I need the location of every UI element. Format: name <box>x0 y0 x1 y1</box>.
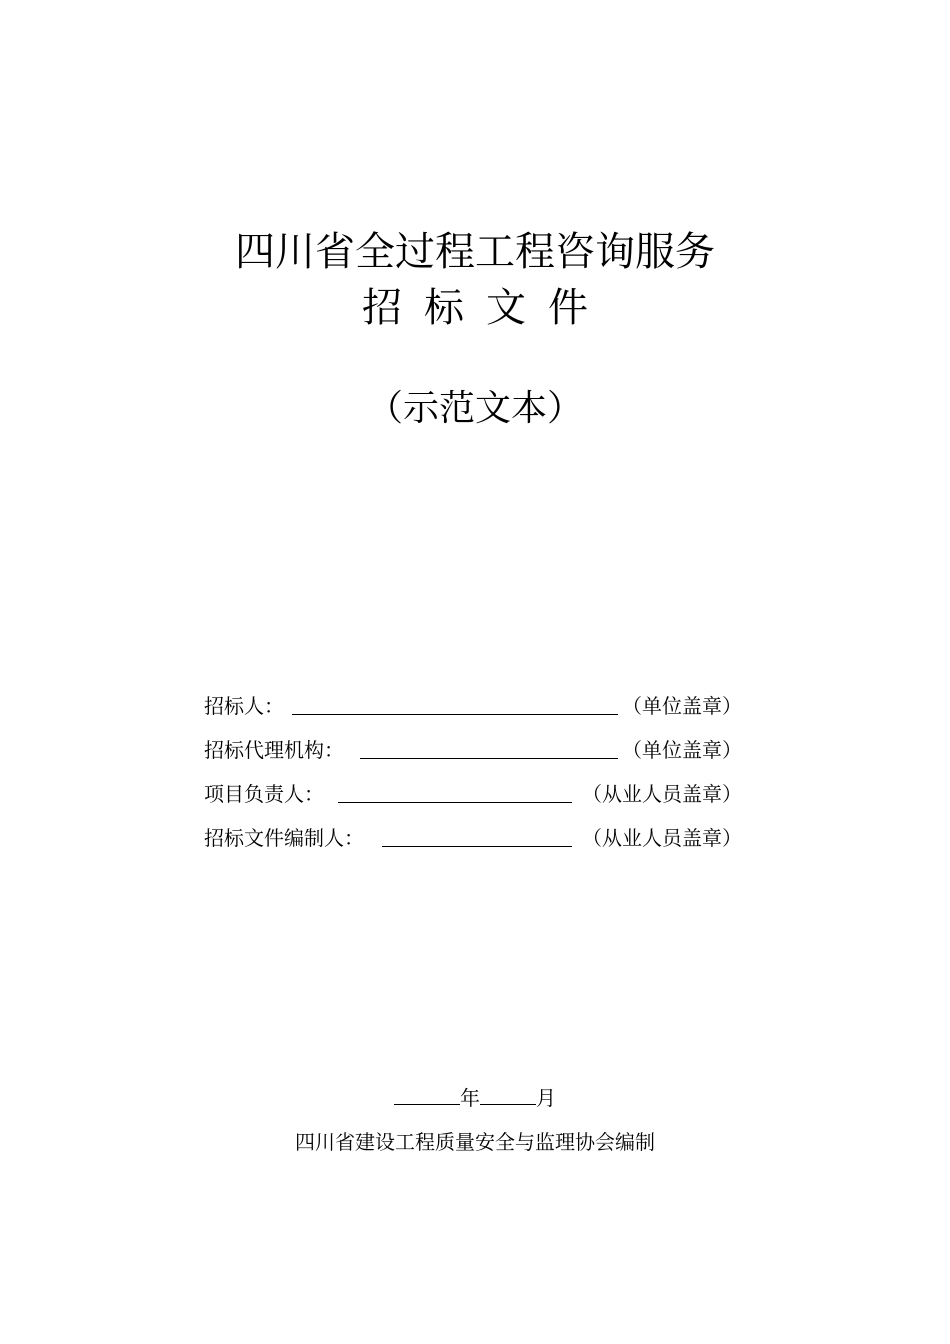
document-title-line2: 招标文件 <box>362 285 610 331</box>
document-title-line1: 四川省全过程工程咨询服务 <box>235 229 715 275</box>
signature-block <box>204 688 764 864</box>
signature-row-project-leader <box>204 776 764 820</box>
publisher: 四川省建设工程质量安全与监理协会编制 <box>295 1130 655 1154</box>
signature-label: 项目负责人： <box>204 782 324 806</box>
year-blank <box>394 1080 460 1105</box>
document-subtitle: （示范文本） <box>366 388 583 429</box>
signature-label: 招标人： <box>204 694 284 718</box>
signature-blank-line <box>292 714 618 715</box>
signature-row-agency <box>204 732 764 776</box>
signature-blank-line <box>360 758 618 759</box>
seal-note: （单位盖章） <box>622 694 742 718</box>
signature-blank-line <box>382 846 572 847</box>
signature-label: 招标代理机构： <box>204 738 344 762</box>
signature-blank-line <box>338 802 572 803</box>
signature-row-compiler <box>204 820 764 864</box>
seal-note: （从业人员盖章） <box>582 826 742 850</box>
seal-note: （从业人员盖章） <box>582 782 742 806</box>
month-blank <box>480 1080 536 1105</box>
signature-row-tenderer <box>204 688 764 732</box>
seal-note: （单位盖章） <box>622 738 742 762</box>
month-label: 月 <box>536 1086 556 1110</box>
signature-label: 招标文件编制人： <box>204 826 364 850</box>
year-label: 年 <box>460 1086 480 1110</box>
date-line <box>0 1080 950 1116</box>
